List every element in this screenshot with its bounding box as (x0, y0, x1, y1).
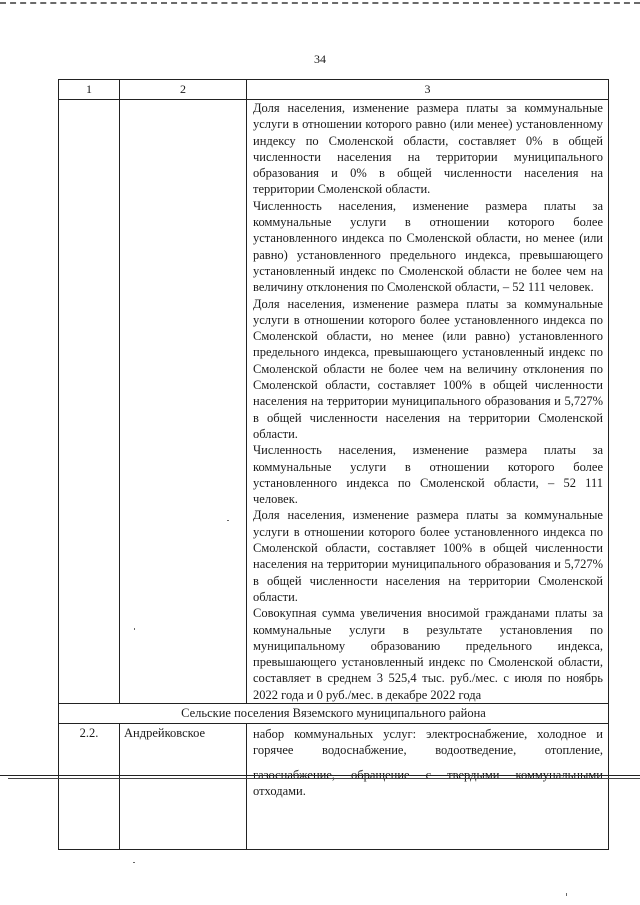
paragraph-share-within-index: Доля населения, изменение размера платы за коммунальные услуги в отношении которого равно (или менее) установленному индексу по Смоленской области, составляет 0% в общей численности населения на территории муниципального образования и 0% в общей численности населения на территории Смоленской области. (253, 101, 603, 197)
cell-blank-space (253, 799, 603, 849)
column-header-2: 2 (120, 80, 247, 100)
scan-speck (566, 893, 567, 896)
scan-fold-line (0, 775, 640, 776)
services-text (247, 723, 609, 849)
scan-fold-line (8, 778, 640, 779)
paragraph-count-up-to-limit: Численность населения, изменение размера платы за коммунальные услуги в отношении которого более установленного индекса по Смоленской области, но менее (или равно) установленного предельного индекса, превышающего установленный индекс по Смоленской области не более чем на величину отклонения по Смоленской области, – 52 111 человек. (253, 198, 603, 295)
column-header-1: 1 (59, 80, 120, 100)
paragraph-count-above-index: Численность населения, изменение размера платы за коммунальные услуги в отношении которого более установленного индекса по Смоленской области, – 52 111 человек. (253, 443, 603, 507)
section-row (59, 703, 609, 723)
page-split-gap (253, 759, 603, 767)
services-text-part2: газоснабжение, обращение с твердыми коммунальными отходами. (253, 767, 603, 798)
table-row (59, 723, 609, 849)
page-number: 34 (314, 52, 326, 66)
scan-speck (227, 520, 229, 521)
scan-speck (134, 628, 135, 630)
paragraph-share-up-to-limit: Доля населения, изменение размера платы за коммунальные услуги в отношении которого более установленного индекса по Смоленской области, но менее (или равно) установленного предельного индекса, превышающего установленный индекс по Смоленской области не более чем на величину отклонения по Смоленской области, составляет 100% в общей численности населения на территории муниципального образования и 5,727% в общей численности населения на территории Смоленской области. (253, 296, 603, 441)
continuation-cell-text (247, 100, 609, 704)
row-number: 2.2. (59, 723, 120, 849)
table-header-row (59, 80, 609, 100)
continuation-cell-number (59, 100, 120, 704)
settlement-name: Андрейковское (120, 723, 247, 849)
continuation-row (59, 100, 609, 704)
scan-top-edge (0, 2, 640, 4)
paragraph-total-increase: Совокупная сумма увеличения вносимой гражданами платы за коммунальные услуги в результате установления по муниципальному образованию предельного индекса, превышающего установленный индекс по Смоленской области, составляет в среднем 3 525,4 тыс. руб./мес. с июля по ноябрь 2022 года и 0 руб./мес. в декабре 2022 года (253, 606, 603, 702)
services-text-part1: набор коммунальных услуг: электроснабжение, холодное и горячее водоснабжение, водоотведение, отопление, (253, 726, 603, 758)
paragraph-share-above-index: Доля населения, изменение размера платы за коммунальные услуги в отношении которого более установленного индекса по Смоленской области, составляет 100% в общей численности населения на территории муниципального образования и 5,727% в общей численности населения на территории Смоленской области. (253, 508, 603, 604)
section-title: Сельские поселения Вяземского муниципального района (59, 703, 609, 723)
column-header-3: 3 (247, 80, 609, 100)
scan-speck (133, 862, 135, 863)
document-table (58, 79, 609, 850)
continuation-cell-name (120, 100, 247, 704)
